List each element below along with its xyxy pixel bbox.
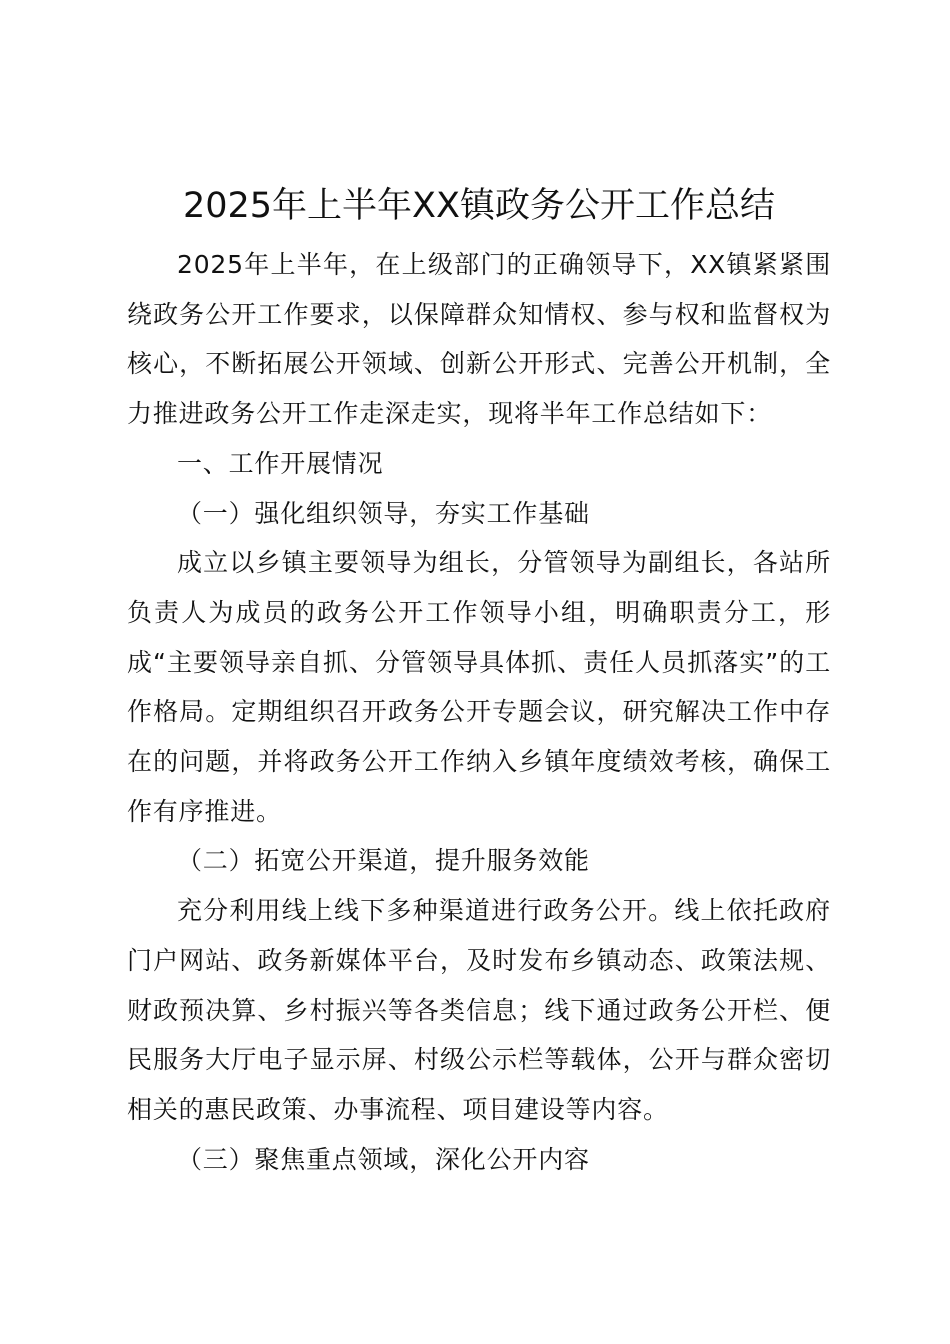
subsection-heading-3: （三）聚焦重点领域，深化公开内容 bbox=[177, 1144, 590, 1174]
document-title: 2025年上半年XX镇政务公开工作总结 bbox=[182, 186, 776, 226]
document-body bbox=[127, 180, 831, 1184]
section-heading-1: 一、工作开展情况 bbox=[177, 448, 384, 478]
subsection-heading-2: （二）拓宽公开渠道，提升服务效能 bbox=[177, 846, 590, 876]
subsection-body-1: 成立以乡镇主要领导为组长，分管领导为副组长，各站所负责人为成员的政务公开工作领导小组，明确职责分工，形成“主要领导亲自抓、分管领导具体抓、责任人员抓落实”的工作格局。定期组织召开政务公开专题会议，研究解决工作中存在的问题，并将政务公开工作纳入乡镇年度绩效考核，确保工作有序推进。 bbox=[127, 548, 831, 826]
subsection-heading-1: （一）强化组织领导，夯实工作基础 bbox=[177, 498, 590, 528]
intro-paragraph: 2025年上半年，在上级部门的正确领导下，XX镇紧紧围绕政务公开工作要求，以保障群众知情权、参与权和监督权为核心，不断拓展公开领域、创新公开形式、完善公开机制，全力推进政务公开工作走深走实，现将半年工作总结如下： bbox=[127, 250, 831, 429]
subsection-body-2: 充分利用线上线下多种渠道进行政务公开。线上依托政府门户网站、政务新媒体平台，及时发布乡镇动态、政策法规、财政预决算、乡村振兴等各类信息；线下通过政务公开栏、便民服务大厅电子显示屏、村级公示栏等载体，公开与群众密切相关的惠民政策、办事流程、项目建设等内容。 bbox=[127, 896, 831, 1124]
